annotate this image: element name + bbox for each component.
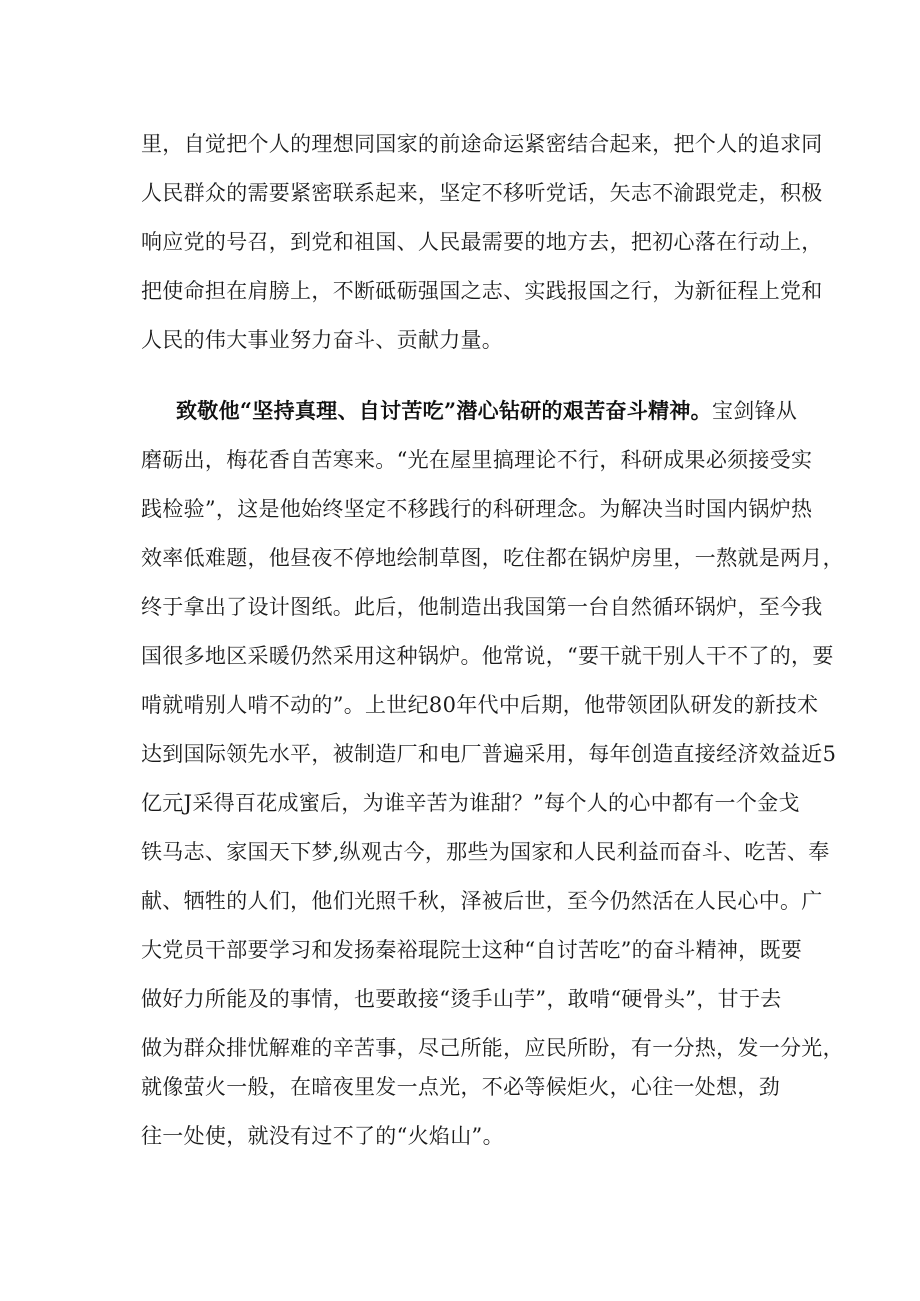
paragraph-2-line-1 (176, 398, 797, 424)
paragraph-2-line-8: 达到国际领先水平，被制造厂和电厂普遍采用，每年创造直接经济效益近5 (141, 742, 837, 766)
paragraph-1-line-1: 里，自觉把个人的理想同国家的前途命运紧密结合起来，把个人的追求同 (141, 132, 823, 156)
paragraph-1-line-2: 人民群众的需要紧密联系起来，坚定不移听党话，矢志不渝跟党走，积极 (141, 181, 823, 205)
paragraph-2-line-5: 终于拿出了设计图纸。此后，他制造出我国第一台自然循环锅炉，至今我 (141, 595, 823, 619)
paragraph-2-line-11: 献、牺牲的人们，他们光照千秋，泽被后世，至今仍然活在人民心中。广 (141, 889, 823, 913)
paragraph-2-line-3: 践检验”，这是他始终坚定不移践行的科研理念。为解决当时国内锅炉热 (141, 497, 813, 521)
paragraph-1-line-5: 人民的伟大事业努力奋斗、贡献力量。 (141, 328, 504, 352)
paragraph-1-line-4: 把使命担在肩膀上，不断砥砺强国之志、实践报国之行，为新征程上党和 (141, 279, 823, 303)
paragraph-2-line-10: 铁马志、家国天下梦,纵观古今，那些为国家和人民利益而奋斗、吃苦、奉 (141, 840, 830, 864)
paragraph-2-line-9: 亿元J采得百花成蜜后，为谁辛苦为谁甜？”每个人的心中都有一个金戈 (141, 791, 800, 815)
paragraph-2-line-2: 磨砺出，梅花香自苦寒来。“光在屋里搞理论不行，科研成果必须接受实 (141, 448, 813, 472)
paragraph-2-heading: 致敬他“坚持真理、自讨苦吃”潜心钻研的艰苦奋斗精神。 (176, 398, 712, 423)
paragraph-2-line-15: 就像萤火一般，在暗夜里发一点光，不必等候炬火，心往一处想，劲 (141, 1075, 780, 1099)
paragraph-2-line-13: 做好力所能及的事情，也要敢接“烫手山芋”，敢啃“硬骨头”，甘于去 (141, 987, 782, 1011)
paragraph-2-line-7: 啃就啃别人啃不动的”。上世纪80年代中后期，他带领团队研发的新技术 (141, 693, 819, 717)
paragraph-2-line-6: 国很多地区采暖仍然采用这种锅炉。他常说，“要干就干别人干不了的，要 (141, 644, 834, 668)
paragraph-2-line-4: 效率低难题，他昼夜不停地绘制草图，吃住都在锅炉房里，一熬就是两月， (141, 546, 844, 570)
paragraph-2-line-14: 做为群众排忧解难的辛苦事，尽己所能，应民所盼，有一分热，发一分光， (141, 1036, 844, 1060)
paragraph-2-line-16: 往一处使，就没有过不了的“火焰山”。 (141, 1124, 504, 1148)
paragraph-1-line-3: 响应党的号召，到党和祖国、人民最需要的地方去，把初心落在行动上， (141, 230, 823, 254)
paragraph-2-first-line-rest: 宝剑锋从 (711, 399, 798, 423)
paragraph-2-line-12: 大党员干部要学习和发扬秦裕琨院士这种“自讨苦吃”的奋斗精神，既要 (141, 938, 803, 962)
